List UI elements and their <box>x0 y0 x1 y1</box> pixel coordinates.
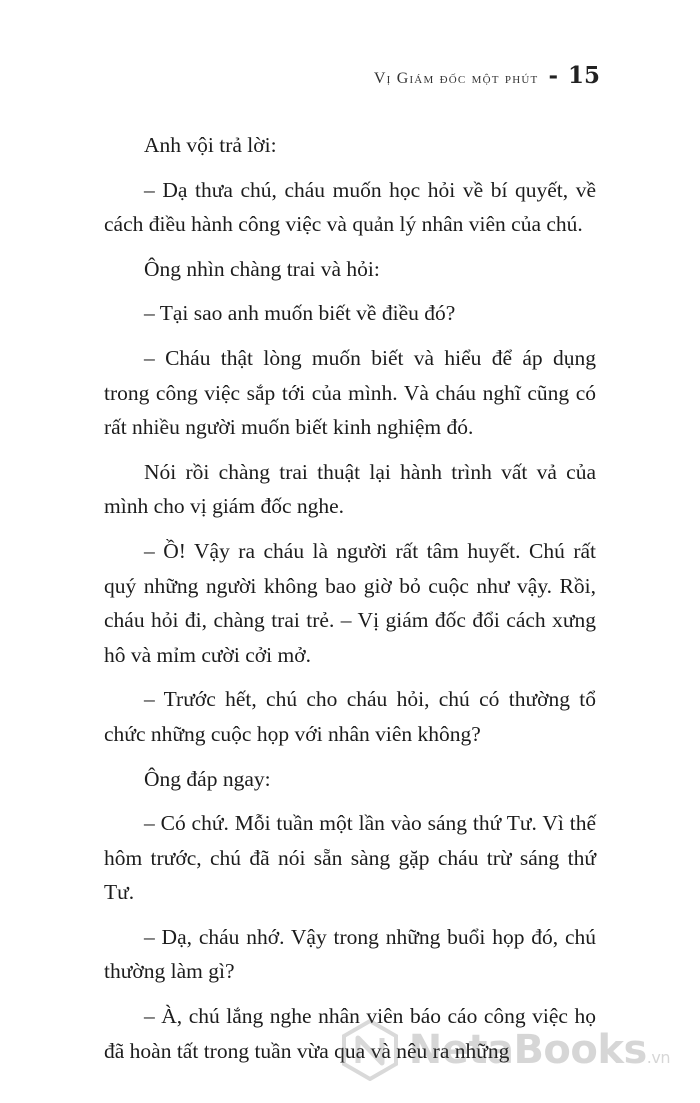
netabooks-logo-icon <box>341 1019 399 1081</box>
paragraph: Nói rồi chàng trai thuật lại hành trình vất vả của mình cho vị giám đốc nghe. <box>104 459 596 519</box>
running-header <box>374 62 600 89</box>
page-body <box>104 128 596 1078</box>
watermark-suffix: .vn <box>646 1048 670 1067</box>
watermark-text <box>409 1027 670 1073</box>
paragraph: – Ồ! Vậy ra cháu là người rất tâm huyết. Chú rất quý những người không bao giờ bỏ cuộc như vậy. Rồi, cháu hỏi đi, chàng trai trẻ. – Vị giám đốc đổi cách xưng hô và mỉm cười cởi mở. <box>104 538 596 667</box>
watermark-brand: NetaBooks <box>408 1027 647 1073</box>
paragraph: – Cháu thật lòng muốn biết và hiểu để áp dụng trong công việc sắp tới của mình. Và cháu nghĩ cũng có rất nhiều người muốn biết kinh nghiệm đó. <box>104 345 596 440</box>
page-number: 15 <box>567 62 600 89</box>
paragraph: Ông nhìn chàng trai và hỏi: <box>144 256 380 281</box>
paragraph: – À, chú lắng nghe nhân viên báo cáo công việc họ đã hoàn tất trong tuần vừa qua và nêu ra những <box>104 1004 596 1063</box>
watermark <box>341 1019 670 1081</box>
paragraph: – Tại sao anh muốn biết về điều đó? <box>144 301 456 326</box>
paragraph: Ông đáp ngay: <box>144 766 271 791</box>
running-title: Vị Giám đốc một phút <box>373 70 539 87</box>
paragraph: – Dạ, cháu nhớ. Vậy trong những buổi họp đó, chú thường làm gì? <box>104 924 596 984</box>
paragraph: – Dạ thưa chú, cháu muốn học hỏi về bí quyết, về cách điều hành công việc và quản lý nhân viên của chú. <box>104 177 596 237</box>
header-separator: - <box>548 62 558 89</box>
paragraph: – Trước hết, chú cho cháu hỏi, chú có thường tổ chức những cuộc họp với nhân viên không? <box>104 687 596 746</box>
paragraph: Anh vội trả lời: <box>144 133 277 157</box>
paragraph: – Có chứ. Mỗi tuần một lần vào sáng thứ Tư. Vì thế hôm trước, chú đã nói sẵn sàng gặp cháu trừ sáng thứ Tư. <box>104 811 596 905</box>
